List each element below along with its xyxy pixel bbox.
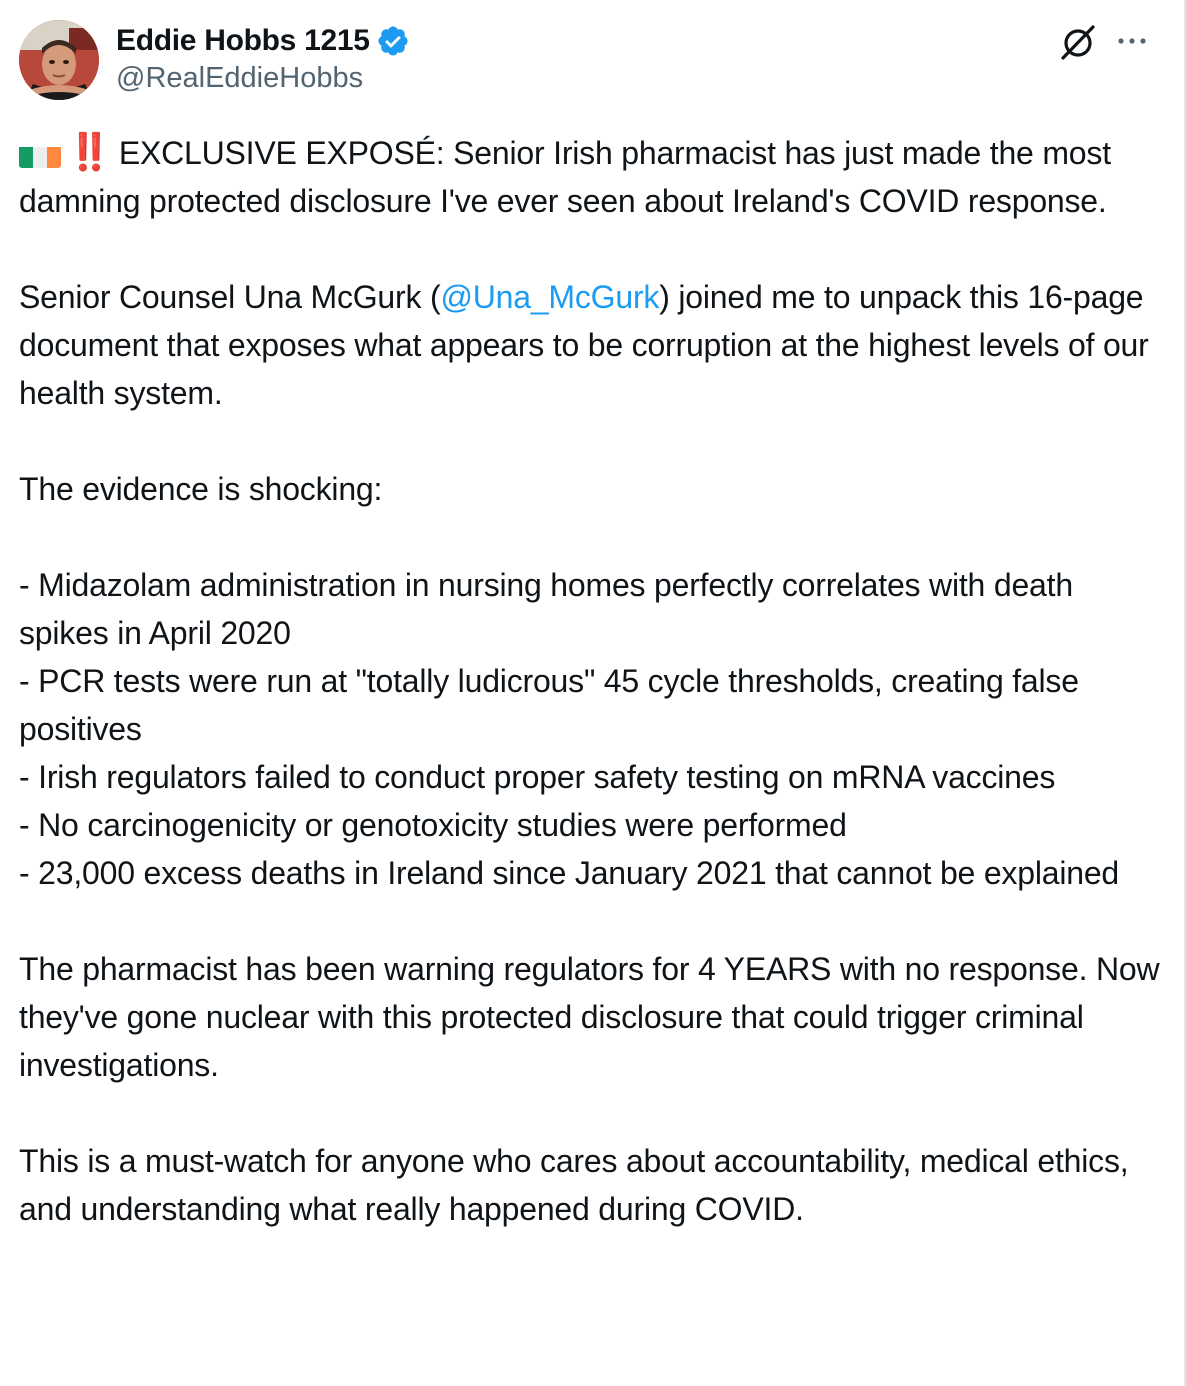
bullet-item: - PCR tests were run at "totally ludicrous" 45 cycle thresholds, creating false positives: [19, 663, 1088, 747]
tweet-paragraph-6: This is a must-watch for anyone who cares about accountability, medical ethics, and understanding what really happened during COVID.: [19, 1143, 1138, 1227]
more-options-icon[interactable]: [1114, 26, 1150, 56]
tweet-paragraph-2-start: Senior Counsel Una McGurk (: [19, 279, 441, 315]
bullet-item: - No carcinogenicity or genotoxicity studies were performed: [19, 807, 847, 843]
tweet-paragraph-2-end: ) joined me to unpack this 16-page document that exposes what appears to be corruption at the highest levels of our health system.: [19, 279, 1158, 411]
double-exclamation-emoji: ‼️: [67, 131, 109, 172]
avatar-image: [19, 20, 99, 100]
grok-icon[interactable]: [1058, 22, 1098, 62]
bullet-item: - 23,000 excess deaths in Ireland since January 2021 that cannot be explained: [19, 855, 1120, 891]
author-handle[interactable]: @RealEddieHobbs: [116, 62, 364, 94]
tweet-text: [19, 128, 1169, 1233]
tweet-paragraph-5: The pharmacist has been warning regulators for 4 YEARS with no response. Now they've gone nuclear with this protected disclosure that could trigger criminal investigations.: [19, 951, 1169, 1083]
tweet-paragraph-3: The evidence is shocking:: [19, 471, 383, 507]
mention-link[interactable]: @Una_McGurk: [440, 279, 660, 315]
verified-badge-icon[interactable]: [376, 24, 410, 58]
tweet-paragraph-2: [19, 273, 1169, 417]
bullet-item: - Irish regulators failed to conduct proper safety testing on mRNA vaccines: [19, 759, 1056, 795]
author-name-row: [116, 22, 410, 60]
author-display-name[interactable]: Eddie Hobbs 1215: [116, 24, 370, 57]
avatar[interactable]: [19, 20, 99, 100]
tweet-paragraph-1-text: EXCLUSIVE EXPOSÉ: Senior Irish pharmacist has just made the most damning protected disclosure I've ever seen about Ireland's COVID response.: [19, 135, 1120, 219]
tweet-paragraph-1: [19, 128, 1169, 225]
ireland-flag-emoji: [19, 140, 61, 168]
bullet-item: - Midazolam administration in nursing homes perfectly correlates with death spikes in April 2020: [19, 567, 1082, 651]
